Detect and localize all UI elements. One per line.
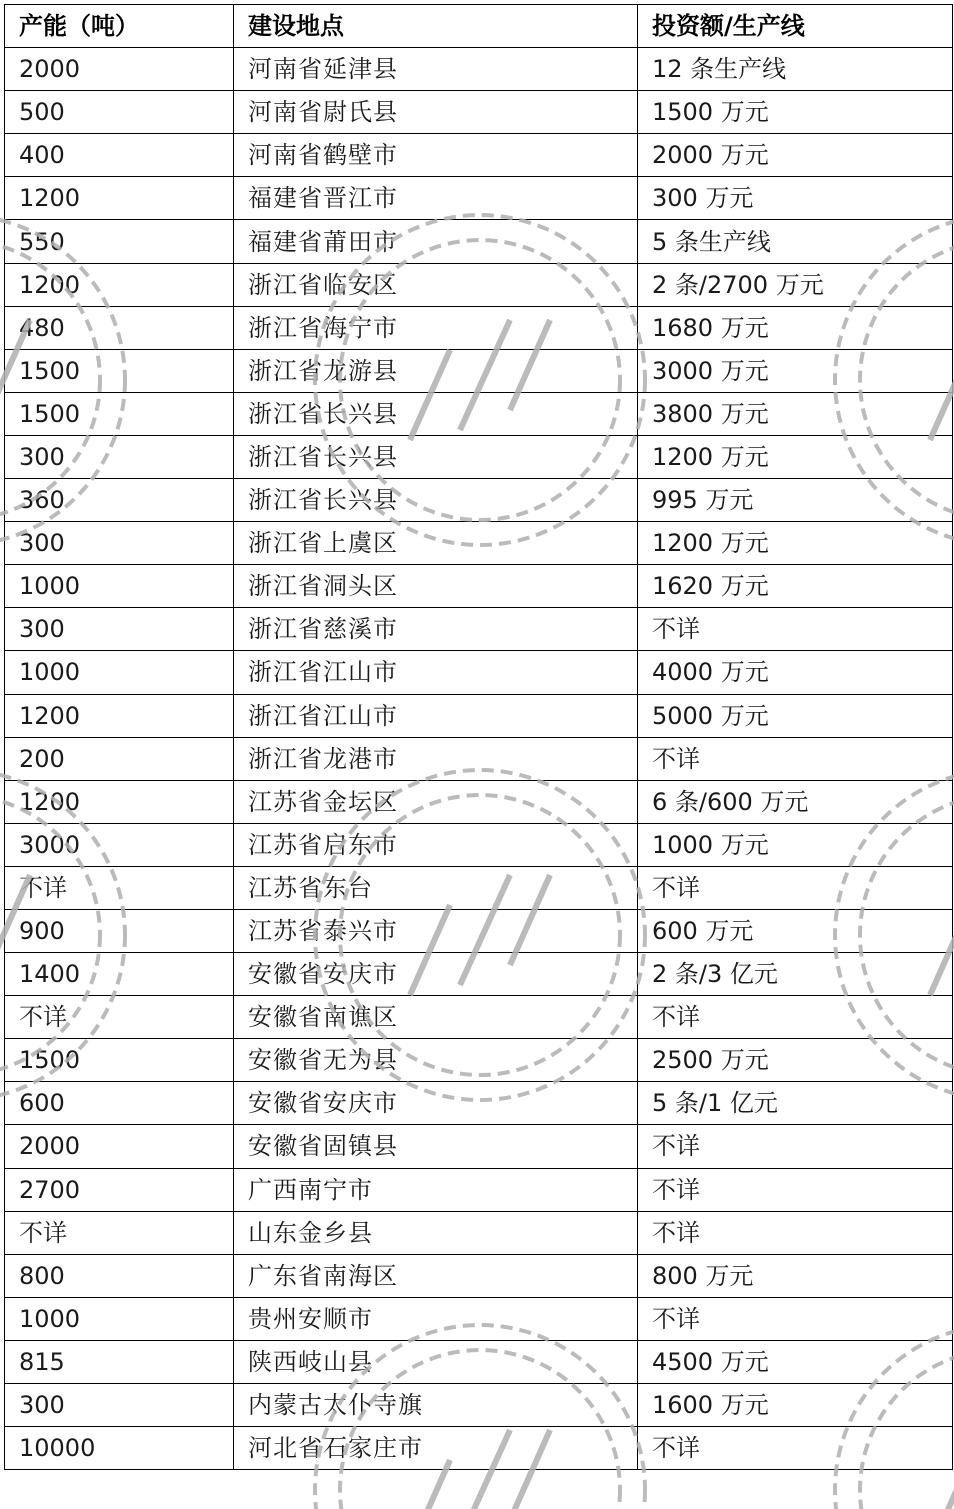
cell-capacity: 10000 <box>5 1427 234 1470</box>
cell-capacity: 1500 <box>5 349 234 392</box>
cell-capacity: 2700 <box>5 1168 234 1211</box>
cell-location: 浙江省长兴县 <box>234 479 638 522</box>
cell-capacity: 1000 <box>5 1297 234 1340</box>
header-location: 建设地点 <box>234 5 638 48</box>
table-row <box>5 1082 953 1125</box>
cell-location: 浙江省长兴县 <box>234 392 638 435</box>
table-row <box>5 565 953 608</box>
cell-capacity: 200 <box>5 737 234 780</box>
cell-location: 浙江省江山市 <box>234 651 638 694</box>
cell-location: 浙江省海宁市 <box>234 306 638 349</box>
cell-location: 安徽省南谯区 <box>234 996 638 1039</box>
cell-investment: 5 条生产线 <box>638 220 953 263</box>
table-row <box>5 220 953 263</box>
cell-location: 安徽省安庆市 <box>234 1082 638 1125</box>
cell-location: 浙江省龙港市 <box>234 737 638 780</box>
table-row <box>5 909 953 952</box>
cell-capacity: 300 <box>5 435 234 478</box>
cell-location: 河南省尉氏县 <box>234 91 638 134</box>
cell-location: 河北省石家庄市 <box>234 1427 638 1470</box>
cell-investment: 1200 万元 <box>638 435 953 478</box>
cell-investment: 2 条/3 亿元 <box>638 953 953 996</box>
cell-capacity: 800 <box>5 1254 234 1297</box>
table-row <box>5 823 953 866</box>
table-row <box>5 953 953 996</box>
cell-investment: 600 万元 <box>638 909 953 952</box>
table-row <box>5 1254 953 1297</box>
cell-location: 浙江省洞头区 <box>234 565 638 608</box>
cell-investment: 不详 <box>638 737 953 780</box>
table-row <box>5 522 953 565</box>
cell-location: 江苏省启东市 <box>234 823 638 866</box>
cell-location: 江苏省泰兴市 <box>234 909 638 952</box>
cell-location: 河南省鹤壁市 <box>234 134 638 177</box>
cell-location: 河南省延津县 <box>234 48 638 91</box>
cell-investment: 不详 <box>638 1125 953 1168</box>
cell-capacity: 1500 <box>5 1039 234 1082</box>
cell-capacity: 1400 <box>5 953 234 996</box>
cell-investment: 1600 万元 <box>638 1384 953 1427</box>
cell-investment: 1500 万元 <box>638 91 953 134</box>
cell-location: 江苏省东台 <box>234 866 638 909</box>
cell-investment: 1620 万元 <box>638 565 953 608</box>
cell-location: 福建省莆田市 <box>234 220 638 263</box>
table-row <box>5 1297 953 1340</box>
table-row <box>5 392 953 435</box>
cell-location: 安徽省安庆市 <box>234 953 638 996</box>
table-row <box>5 1211 953 1254</box>
cell-capacity: 1200 <box>5 694 234 737</box>
table-row <box>5 651 953 694</box>
header-investment: 投资额/生产线 <box>638 5 953 48</box>
cell-capacity: 1000 <box>5 565 234 608</box>
cell-investment: 4500 万元 <box>638 1340 953 1383</box>
cell-capacity: 815 <box>5 1340 234 1383</box>
cell-location: 陕西岐山县 <box>234 1340 638 1383</box>
table-row <box>5 91 953 134</box>
table-row <box>5 263 953 306</box>
cell-capacity: 1200 <box>5 177 234 220</box>
cell-capacity: 480 <box>5 306 234 349</box>
cell-capacity: 300 <box>5 522 234 565</box>
cell-capacity: 300 <box>5 608 234 651</box>
cell-capacity: 900 <box>5 909 234 952</box>
table-row <box>5 780 953 823</box>
cell-investment: 2 条/2700 万元 <box>638 263 953 306</box>
cell-investment: 不详 <box>638 1297 953 1340</box>
cell-location: 贵州安顺市 <box>234 1297 638 1340</box>
cell-investment: 5 条/1 亿元 <box>638 1082 953 1125</box>
cell-location: 浙江省慈溪市 <box>234 608 638 651</box>
table-row <box>5 866 953 909</box>
table-row <box>5 177 953 220</box>
cell-location: 安徽省固镇县 <box>234 1125 638 1168</box>
cell-investment: 800 万元 <box>638 1254 953 1297</box>
cell-capacity: 不详 <box>5 866 234 909</box>
cell-investment: 不详 <box>638 1427 953 1470</box>
cell-investment: 不详 <box>638 1168 953 1211</box>
cell-capacity: 1200 <box>5 263 234 306</box>
cell-investment: 2500 万元 <box>638 1039 953 1082</box>
cell-location: 浙江省龙游县 <box>234 349 638 392</box>
table-row <box>5 737 953 780</box>
cell-investment: 不详 <box>638 996 953 1039</box>
table-row <box>5 1168 953 1211</box>
cell-investment: 3800 万元 <box>638 392 953 435</box>
cell-capacity: 不详 <box>5 996 234 1039</box>
cell-capacity: 400 <box>5 134 234 177</box>
table-row <box>5 608 953 651</box>
cell-location: 广东省南海区 <box>234 1254 638 1297</box>
table-row <box>5 1125 953 1168</box>
cell-capacity: 1000 <box>5 651 234 694</box>
cell-investment: 不详 <box>638 608 953 651</box>
cell-capacity: 300 <box>5 1384 234 1427</box>
cell-capacity: 2000 <box>5 48 234 91</box>
cell-capacity: 600 <box>5 1082 234 1125</box>
cell-location: 浙江省长兴县 <box>234 435 638 478</box>
cell-investment: 5000 万元 <box>638 694 953 737</box>
cell-investment: 1200 万元 <box>638 522 953 565</box>
table-row <box>5 1039 953 1082</box>
table-row <box>5 479 953 522</box>
cell-location: 内蒙古太仆寺旗 <box>234 1384 638 1427</box>
cell-capacity: 500 <box>5 91 234 134</box>
cell-investment: 995 万元 <box>638 479 953 522</box>
cell-capacity: 1500 <box>5 392 234 435</box>
cell-location: 广西南宁市 <box>234 1168 638 1211</box>
table-row <box>5 134 953 177</box>
cell-location: 山东金乡县 <box>234 1211 638 1254</box>
cell-location: 浙江省临安区 <box>234 263 638 306</box>
cell-location: 浙江省江山市 <box>234 694 638 737</box>
cell-investment: 不详 <box>638 866 953 909</box>
table-row <box>5 48 953 91</box>
cell-location: 安徽省无为县 <box>234 1039 638 1082</box>
cell-location: 福建省晋江市 <box>234 177 638 220</box>
cell-capacity: 2000 <box>5 1125 234 1168</box>
cell-capacity: 360 <box>5 479 234 522</box>
table-row <box>5 1340 953 1383</box>
cell-investment: 不详 <box>638 1211 953 1254</box>
table-row <box>5 694 953 737</box>
cell-investment: 1680 万元 <box>638 306 953 349</box>
table-body <box>5 48 953 1470</box>
table-header-row <box>5 5 953 48</box>
cell-location: 江苏省金坛区 <box>234 780 638 823</box>
cell-capacity: 3000 <box>5 823 234 866</box>
cell-investment: 4000 万元 <box>638 651 953 694</box>
table-row <box>5 1384 953 1427</box>
cell-investment: 2000 万元 <box>638 134 953 177</box>
table-row <box>5 306 953 349</box>
cell-capacity: 不详 <box>5 1211 234 1254</box>
capacity-table <box>4 4 953 1470</box>
table-row <box>5 996 953 1039</box>
cell-investment: 12 条生产线 <box>638 48 953 91</box>
cell-investment: 300 万元 <box>638 177 953 220</box>
cell-investment: 1000 万元 <box>638 823 953 866</box>
cell-investment: 3000 万元 <box>638 349 953 392</box>
table-row <box>5 349 953 392</box>
cell-capacity: 1200 <box>5 780 234 823</box>
table-row <box>5 1427 953 1470</box>
cell-capacity: 550 <box>5 220 234 263</box>
header-capacity: 产能（吨） <box>5 5 234 48</box>
cell-location: 浙江省上虞区 <box>234 522 638 565</box>
table-row <box>5 435 953 478</box>
cell-investment: 6 条/600 万元 <box>638 780 953 823</box>
